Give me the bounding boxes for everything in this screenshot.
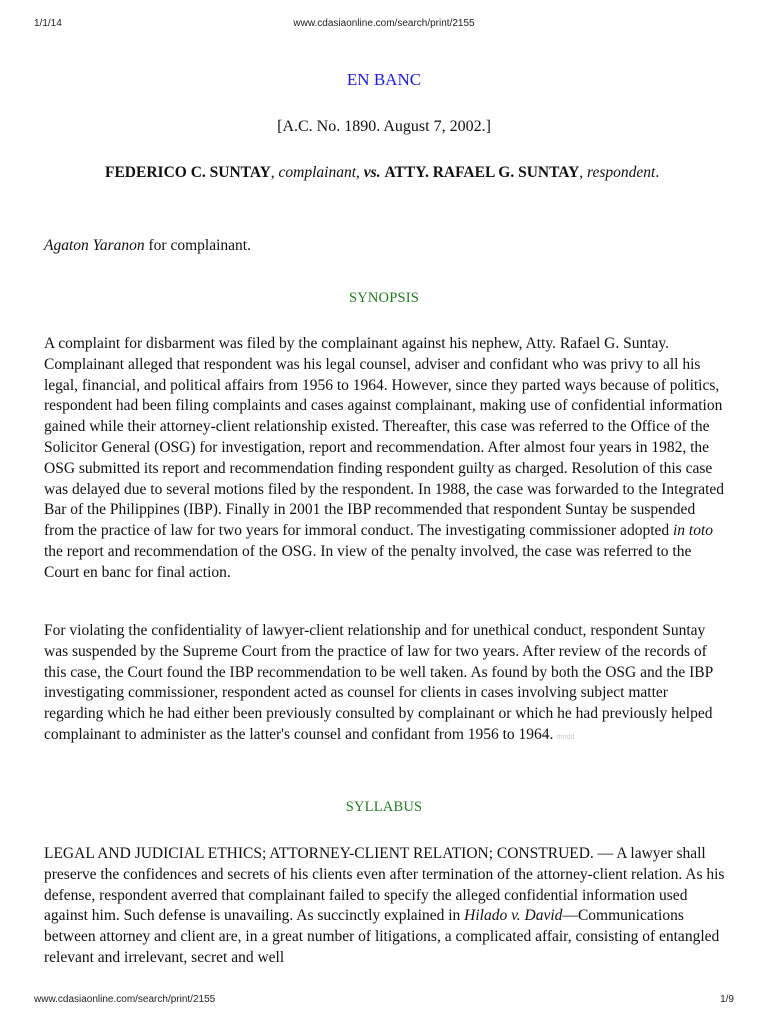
syllabus-paragraph-1: LEGAL AND JUDICIAL ETHICS; ATTORNEY-CLIENT RELATION; CONSTRUED. — A lawyer shall preserve the confidences and secrets of his clients even after termination of the attorney-client relation. As his defense, respondent averred that complainant failed to specify the alleged confidential information used against him. Such defense is unavailing. As succinctly explained in Hilado v. David—Communications between attorney and client are, in a great number of litigations, a complicated affair, consisting of entangled relevant and irrelevant, secret and well: [44, 845, 725, 966]
footer-url: www.cdasiaonline.com/search/print/2155: [34, 994, 216, 1005]
print-url: www.cdasiaonline.com/search/print/2155: [293, 18, 475, 29]
division-heading: EN BANC: [346, 70, 422, 89]
reference-mark[interactable]: rtmdd: [556, 733, 575, 741]
synopsis-heading: SYNOPSIS: [348, 290, 420, 306]
page-indicator: 1/9: [720, 994, 734, 1005]
counsel-role: for complainant.: [144, 237, 251, 254]
complainant-role: complainant: [278, 164, 357, 181]
respondent-name: ATTY. RAFAEL G. SUNTAY: [384, 164, 580, 181]
case-number: [A.C. No. 1890. August 7, 2002.]: [277, 118, 491, 135]
synopsis-paragraph-1: A complaint for disbarment was filed by the complainant against his nephew, Atty. Rafael G. Suntay. Complainant alleged that respondent was his legal counsel, adviser and confidant who was privy to all his legal, financial, and political affairs from 1956 to 1964. However, since they parted ways because of politics, respondent had been filing complaints and cases against complainant, making use of confidential information gained while their attorney-client relationship existed. Thereafter, this case was referred to the Office of the Solicitor General (OSG) for investigation, report and recommendation. After almost four years in 1982, the OSG submitted its report and recommendation finding respondent guilty as charged. Resolution of this case was delayed due to several motions filed by the respondent. In 1988, the case was forwarded to the Integrated Bar of the Philippines (IBP). Finally in 2001 the IBP recommended that respondent Suntay be suspended from the practice of law for two years for immoral conduct. The investigating commissioner adopted in toto the report and recommendation of the OSG. In view of the penalty involved, the case was referred to the Court en banc for final action.: [44, 335, 725, 581]
versus-label: vs.: [363, 164, 381, 181]
complainant-name: FEDERICO C. SUNTAY: [105, 164, 271, 181]
synopsis-paragraph-2: For violating the confidentiality of lawyer-client relationship and for unethical conduct, respondent Suntay was suspended by the Supreme Court from the practice of law for two years. After review of the records of this case, the Court found the IBP recommendation to be well taken. As found by both the OSG and the IBP investigating commissioner, respondent acted as counsel for clients in cases involving subject matter regarding which he had either been previously consulted by complainant or which he had previously helped complainant to administer as the latter's counsel and confidant from 1956 to 1964. rtmdd: [44, 622, 713, 743]
counsel-line: [44, 237, 251, 255]
syllabus-heading: SYLLABUS: [345, 799, 423, 815]
print-date: 1/1/14: [34, 18, 62, 29]
case-parties: FEDERICO C. SUNTAY, complainant, vs. ATTY. RAFAEL G. SUNTAY, respondent.: [105, 164, 660, 181]
respondent-role: respondent: [587, 164, 656, 181]
counsel-name: Agaton Yaranon: [44, 237, 145, 254]
